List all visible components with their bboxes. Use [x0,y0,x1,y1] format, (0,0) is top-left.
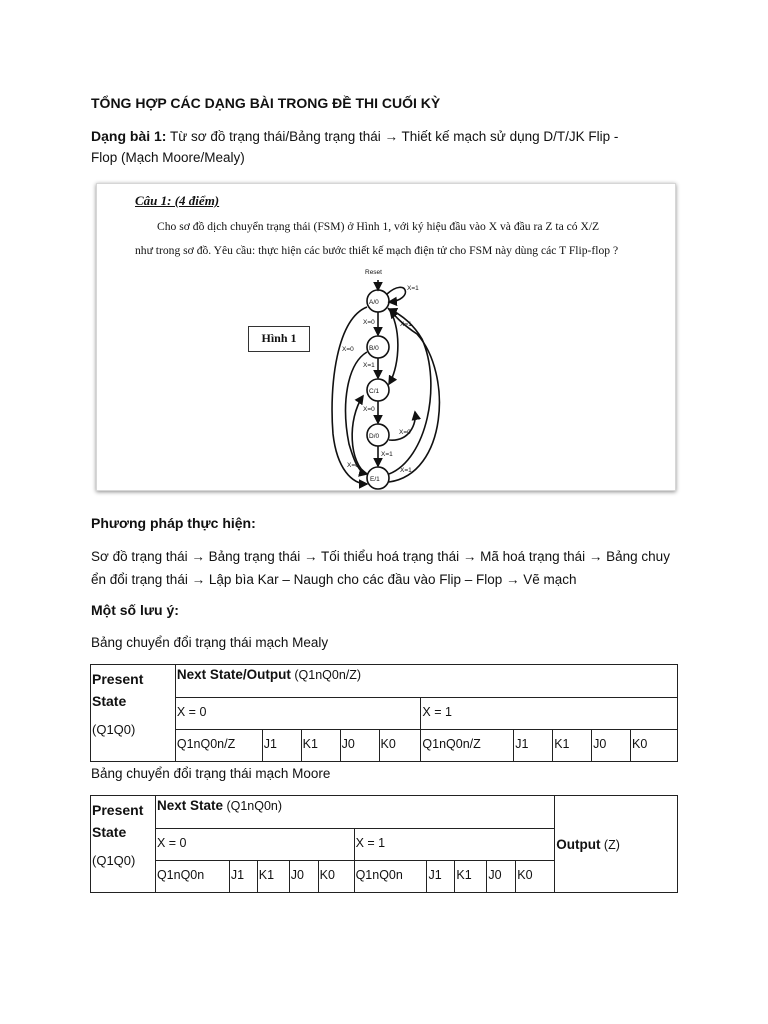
moore-col-x0-j0: J0 [289,861,318,893]
fsm-diagram [97,184,675,490]
section-1-label: Dạng bài 1: [91,128,167,144]
moore-col-x0-j1: J1 [229,861,257,893]
method-paragraph [91,545,701,591]
moore-next-state-bold: Next State [156,798,223,813]
edge-label-1: X=1 [407,285,419,292]
question-line-1: Cho sơ đồ dịch chuyển trạng thái (FSM) ở Hình 1, với ký hiệu đầu vào X và đầu ra Z ta có X/Z [157,220,600,233]
moore-col-x0-k1: K1 [257,861,289,893]
section-1-text-line1: Từ sơ đồ trạng thái/Bảng trạng thái → Thiết kế mạch sử dụng D/T/JK Flip - [166,129,619,144]
exam-question-figure [96,183,676,491]
moore-col-x1-k0: K0 [516,861,555,893]
edge-label-2: X=0 [363,319,375,326]
moore-next-state-rest: (Q1nQ0n) [222,799,283,813]
edge-label-9: X=0 [347,462,359,469]
moore-output-bold: Output [556,836,601,852]
moore-transition-table [90,795,678,893]
edge-label-6: X=0 [363,406,375,413]
state-d-label: D/0 [369,433,380,440]
edge-label-10: X=1 [400,467,412,474]
moore-present-sub: (Q1Q0) [92,853,136,868]
moore-x0-header: X = 0 [155,829,354,861]
state-b-label: B/0 [369,345,379,352]
mealy-x1-header: X = 1 [421,698,678,730]
moore-present-label-2: State [92,824,127,840]
state-e-label: E/1 [370,476,380,483]
mealy-present-label-2: State [92,693,127,709]
notes-heading: Một số lưu ý: [91,602,179,618]
mealy-next-state-rest: (Q1nQ0n/Z) [290,668,362,682]
mealy-present-sub: (Q1Q0) [92,722,136,737]
moore-col-x0-k0: K0 [318,861,354,893]
mealy-col-x1-next: Q1nQ0n/Z [421,730,514,762]
mealy-col-x1-k1: K1 [553,730,592,762]
edge-label-3: X=1 [400,321,412,328]
method-line-2: ển đổi trạng thái → Lập bìa Kar – Naugh cho các đầu vào Flip – Flop → Vẽ mạch [91,572,577,587]
moore-col-x1-k1: K1 [455,861,487,893]
mealy-col-x0-j0: J0 [340,730,379,762]
mealy-col-x1-j0: J0 [592,730,631,762]
edge-label-7: X=0 [399,429,411,436]
figure-label-box: Hình 1 [248,326,310,352]
moore-col-x1-next: Q1nQ0n [354,861,427,893]
mealy-next-state-bold: Next State/Output [176,667,291,682]
edge-label-8: X=1 [381,451,393,458]
mealy-x0-header: X = 0 [175,698,421,730]
mealy-col-x1-k0: K0 [631,730,678,762]
moore-caption: Bảng chuyển đổi trạng thái mạch Moore [91,766,331,781]
mealy-col-x0-k0: K0 [379,730,421,762]
moore-output-header [555,796,678,893]
moore-present-state-cell [91,796,156,893]
method-heading: Phương pháp thực hiện: [91,515,256,531]
mealy-present-label-1: Present [92,671,144,687]
question-line-2: như trong sơ đồ. Yêu cầu: thực hiện các bước thiết kế mạch điện tử cho FSM này dùng các T Flip-flop ? [135,244,619,257]
moore-present-label-1: Present [92,802,144,818]
section-1-paragraph [91,126,691,168]
state-a-label: A/0 [369,299,379,306]
edge-label-4: X=0 [342,346,354,353]
mealy-transition-table [90,664,678,762]
moore-next-state-header [155,796,554,829]
mealy-col-x0-j1: J1 [262,730,301,762]
mealy-next-state-header [175,665,677,698]
question-title: Câu 1: (4 điểm) [135,193,220,208]
moore-col-x0-next: Q1nQ0n [155,861,229,893]
moore-output-rest: (Z) [600,837,620,852]
state-c-label: C/1 [369,388,380,395]
edge-label-5: X=1 [363,362,375,369]
moore-col-x1-j1: J1 [427,861,455,893]
mealy-col-x0-next: Q1nQ0n/Z [175,730,262,762]
mealy-present-state-cell [91,665,176,762]
mealy-col-x1-j1: J1 [514,730,553,762]
moore-col-x1-j0: J0 [487,861,516,893]
method-line-1: Sơ đồ trạng thái → Bảng trạng thái → Tối thiểu hoá trạng thái → Mã hoá trạng thái → Bảng chuy [91,549,670,564]
document-title: TỔNG HỢP CÁC DẠNG BÀI TRONG ĐỀ THI CUỐI KỲ [91,95,441,111]
mealy-col-x0-k1: K1 [301,730,340,762]
moore-x1-header: X = 1 [354,829,555,861]
section-1-text-line2: Flop (Mạch Moore/Mealy) [91,150,245,165]
reset-label: Reset [365,269,382,276]
mealy-caption: Bảng chuyển đổi trạng thái mạch Mealy [91,635,329,650]
